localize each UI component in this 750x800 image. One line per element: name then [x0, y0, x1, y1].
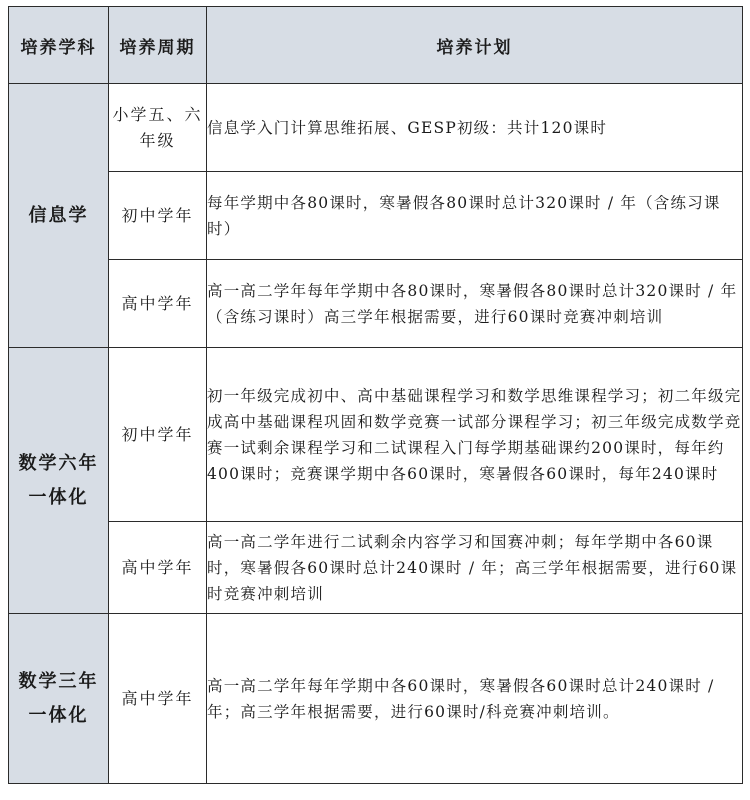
period-cell: 初中学年: [109, 348, 207, 522]
plan-cell: 高一高二学年每年学期中各80课时，寒暑假各80课时总计320课时 / 年（含练习课时）高三学年根据需要，进行60课时竞赛冲刺培训: [207, 260, 743, 348]
plan-cell: 信息学入门计算思维拓展、GESP初级：共计120课时: [207, 84, 743, 172]
period-cell: 高中学年: [109, 260, 207, 348]
table-row: [9, 522, 743, 614]
period-cell: 小学五、六年级: [109, 84, 207, 172]
subject-cell-math-three-year: 数学三年一体化: [9, 614, 109, 784]
header-subject: 培养学科: [9, 7, 109, 84]
header-period: 培养周期: [109, 7, 207, 84]
plan-cell: 高一高二学年每年学期中各60课时，寒暑假各60课时总计240课时 / 年；高三学年根据需要，进行60课时/科竞赛冲刺培训。: [207, 614, 743, 784]
table-row: [9, 614, 743, 784]
subject-cell-math-six-year: 数学六年一体化: [9, 348, 109, 614]
plan-cell: 每年学期中各80课时，寒暑假各80课时总计320课时 / 年（含练习课时）: [207, 172, 743, 260]
table-row: [9, 84, 743, 172]
subject-cell-informatics: 信息学: [9, 84, 109, 348]
table-row: [9, 172, 743, 260]
period-cell: 初中学年: [109, 172, 207, 260]
table-header-row: [9, 7, 743, 84]
table-row: [9, 260, 743, 348]
header-plan: 培养计划: [207, 7, 743, 84]
plan-cell: 初一年级完成初中、高中基础课程学习和数学思维课程学习；初二年级完成高中基础课程巩固和数学竞赛一试部分课程学习；初三年级完成数学竞赛一试剩余课程学习和二试课程入门每学期基础课约200课时，每年约400课时；竞赛课学期中各60课时，寒暑假各60课时，每年240课时: [207, 348, 743, 522]
period-cell: 高中学年: [109, 522, 207, 614]
table-row: [9, 348, 743, 522]
period-cell: 高中学年: [109, 614, 207, 784]
training-plan-table: [8, 6, 743, 784]
plan-cell: 高一高二学年进行二试剩余内容学习和国赛冲刺；每年学期中各60课时，寒暑假各60课时总计240课时 / 年；高三学年根据需要，进行60课时竞赛冲刺培训: [207, 522, 743, 614]
